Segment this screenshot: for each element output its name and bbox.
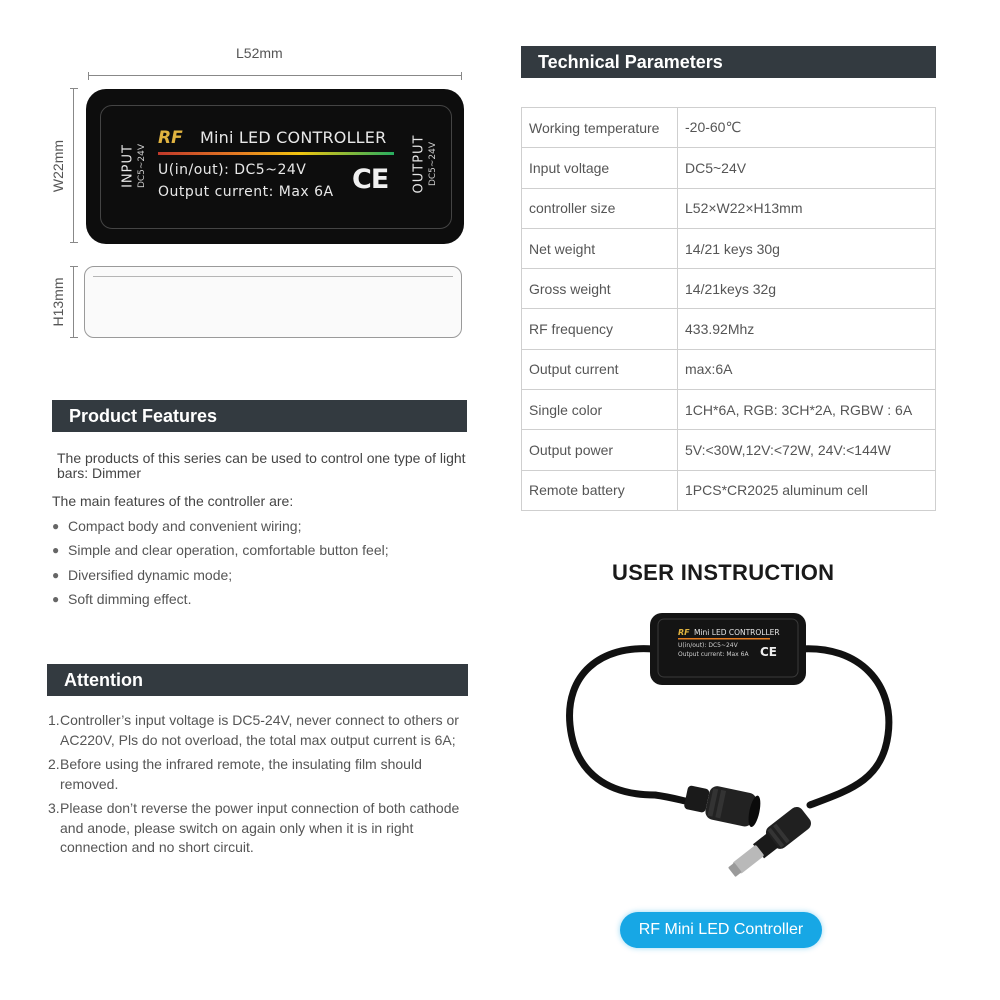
table-row	[522, 470, 936, 510]
device-side-view	[84, 266, 462, 338]
attention-text: Please don’t reverse the power input connection of both cathode and anode, please switch on again only when it is in right connection and no short circuit.	[60, 800, 460, 855]
features-lead: The main features of the controller are:	[52, 493, 294, 509]
dimension-line-width	[70, 88, 78, 243]
param-value: max:6A	[678, 349, 936, 389]
list-item	[52, 542, 389, 566]
mini-ce-mark: CE	[760, 645, 778, 659]
attention-header	[47, 664, 468, 696]
product-features-header	[52, 400, 467, 432]
attention-title: Attention	[64, 669, 143, 690]
mini-device-line1: U(in/out): DC5~24V	[678, 642, 738, 649]
param-key: Gross weight	[522, 269, 678, 309]
param-value: -20-60℃	[678, 108, 936, 148]
param-value: DC5~24V	[678, 148, 936, 188]
feature-text: Soft dimming effect.	[68, 590, 192, 607]
mini-device-title: Mini LED CONTROLLER	[694, 628, 780, 637]
table-row	[522, 430, 936, 470]
param-key: Remote battery	[522, 470, 678, 510]
svg-text:RF: RF	[678, 628, 690, 637]
device-output-voltage: DC5~24V	[428, 141, 438, 187]
param-key: RF frequency	[522, 309, 678, 349]
list-item	[52, 591, 389, 615]
table-row	[522, 390, 936, 430]
features-intro: The products of this series can be used to control one type of light bars: Dimmer	[57, 450, 466, 481]
param-value: 433.92Mhz	[678, 309, 936, 349]
attention-text: Controller’s input voltage is DC5-24V, never connect to others or AC220V, Pls do not overload, the total max output current is 6A;	[60, 712, 459, 748]
device-color-stripe	[158, 152, 394, 155]
attention-text: Before using the infrared remote, the insulating film should removed.	[60, 756, 422, 792]
param-value: 14/21keys 32g	[678, 269, 936, 309]
feature-text: Diversified dynamic mode;	[68, 566, 233, 583]
dimension-line-length	[88, 72, 462, 80]
dimension-line-height	[70, 266, 78, 338]
item-number: 1.	[48, 712, 60, 728]
item-number: 3.	[48, 800, 60, 816]
tech-params-title: Technical Parameters	[538, 51, 723, 72]
bullet-icon: ●	[52, 567, 60, 582]
list-item	[52, 567, 389, 591]
param-value: 5V:<30W,12V:<72W, 24V:<144W	[678, 430, 936, 470]
dimension-label-height: H13mm	[50, 277, 66, 327]
table-row	[522, 309, 936, 349]
device-title: Mini LED CONTROLLER	[200, 128, 387, 147]
table-row	[522, 349, 936, 389]
mini-device-line2: Output current: Max 6A	[678, 651, 749, 658]
table-row	[522, 269, 936, 309]
device-input-voltage: DC5~24V	[137, 143, 147, 189]
param-value: 14/21 keys 30g	[678, 228, 936, 268]
param-key: Input voltage	[522, 148, 678, 188]
param-key: Output current	[522, 349, 678, 389]
item-number: 2.	[48, 756, 60, 772]
param-value: 1PCS*CR2025 aluminum cell	[678, 470, 936, 510]
param-value: L52×W22×H13mm	[678, 188, 936, 228]
feature-text: Simple and clear operation, comfortable button feel;	[68, 542, 389, 559]
table-row	[522, 188, 936, 228]
list-item	[52, 518, 389, 542]
product-features-title: Product Features	[69, 405, 218, 426]
feature-text: Compact body and convenient wiring;	[68, 518, 302, 534]
param-key: Working temperature	[522, 108, 678, 148]
device-voltage-text: U(in/out): DC5~24V	[158, 162, 307, 178]
list-item	[48, 711, 468, 750]
param-key: controller size	[522, 188, 678, 228]
list-item	[48, 799, 468, 858]
tech-params-table	[521, 107, 936, 511]
controller-cable-image	[560, 605, 900, 895]
attention-list	[48, 711, 468, 863]
param-key: Output power	[522, 430, 678, 470]
tech-params-header	[521, 46, 936, 78]
ce-mark: CE	[352, 164, 389, 195]
user-instruction-title: USER INSTRUCTION	[612, 560, 835, 585]
device-output-label: OUTPUT	[411, 134, 427, 194]
dimension-label-width: W22mm	[50, 139, 66, 193]
dimension-label-length: L52mm	[236, 45, 283, 61]
product-label-pill: RF Mini LED Controller	[620, 912, 822, 948]
features-list	[52, 518, 389, 615]
device-brand-logo: RF	[158, 128, 183, 148]
table-row	[522, 148, 936, 188]
device-input-label: INPUT	[120, 144, 136, 188]
bullet-icon: ●	[52, 591, 60, 606]
param-key: Net weight	[522, 228, 678, 268]
bullet-icon: ●	[52, 543, 60, 558]
param-value: 1CH*6A, RGB: 3CH*2A, RGBW : 6A	[678, 390, 936, 430]
param-key: Single color	[522, 390, 678, 430]
table-row	[522, 228, 936, 268]
list-item	[48, 755, 468, 794]
table-row	[522, 108, 936, 148]
device-current-text: Output current: Max 6A	[158, 184, 334, 200]
bullet-icon: ●	[52, 519, 60, 533]
